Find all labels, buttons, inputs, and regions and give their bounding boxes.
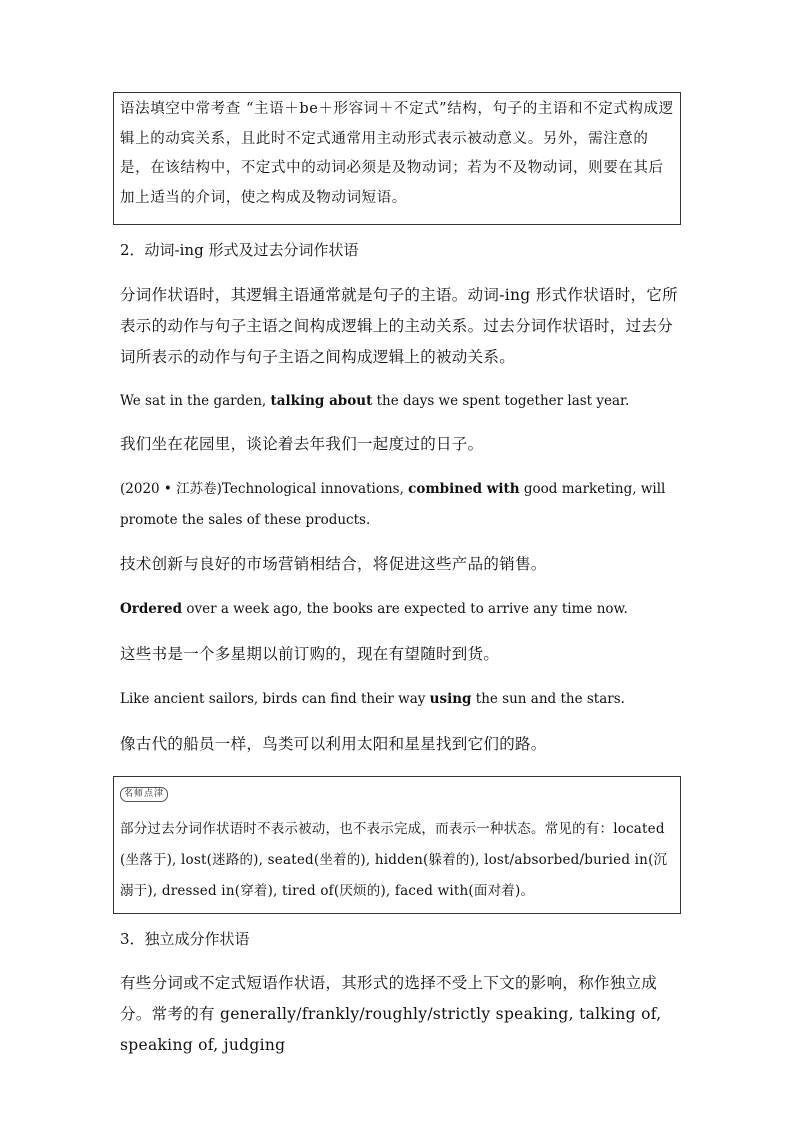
example-translation-2: 技术创新与良好的市场营销相结合，将促进这些产品的销售。 [120, 555, 547, 573]
section-paragraph-participle: 分词作状语时，其逻辑主语通常就是句子的主语。动词-ing 形式作状语时，它所表示的动作与句子主语之间构成逻辑上的主动关系。过去分词作状语时，过去分词所表示的动作与句子主语之间构成逻辑上的被动关系。 [120, 286, 678, 366]
example-translation-3: 这些书是一个多星期以前订购的，现在有望随时到货。 [120, 645, 500, 663]
example-sentence-3: Ordered over a week ago, the books are expected to arrive any time now. [120, 601, 628, 617]
grammar-note-text: 语法填空中常考查 “主语＋be＋形容词＋不定式”结构，句子的主语和不定式构成逻辑上的动宾关系，且此时不定式通常用主动形式表示被动意义。另外，需注意的是，在该结构中，不定式中的动词必须是及物动词；若为不及物动词，则要在其后加上适当的介词，使之构成及物动词短语。 [120, 101, 674, 206]
grammar-note-box [113, 92, 681, 225]
teacher-tip-text: 部分过去分词作状语时不表示被动，也不表示完成，而表示一种状态。常见的有：located (坐落于), lost(迷路的), seated(坐着的), hidden(躲着的), lost/absorbed/buried in(沉溺于), dressed in(穿着), tired of(厌烦的), faced with(面对着)。 [120, 821, 668, 899]
example-sentence-1: We sat in the garden, talking about the days we spent together last year. [120, 393, 630, 409]
example-translation-4: 像古代的船员一样，鸟类可以利用太阳和星星找到它们的路。 [120, 735, 547, 753]
teacher-tip-badge: 名师点津 [120, 787, 168, 802]
example-sentence-2: (2020 • 江苏卷)Technological innovations, combined with good marketing, will promote the sales of these products. [120, 481, 666, 528]
example-2-highlight: combined with [408, 481, 520, 497]
example-4-highlight: using [429, 691, 472, 707]
example-1-highlight: talking about [270, 393, 373, 409]
example-translation-1: 我们坐在花园里，谈论着去年我们一起度过的日子。 [120, 435, 484, 453]
section-heading-independent-element: 3．独立成分作状语 [120, 930, 250, 948]
teacher-tip-box [113, 776, 681, 914]
section-heading-participle-adverbial: 2．动词-ing 形式及过去分词作状语 [120, 241, 359, 259]
example-sentence-4: Like ancient sailors, birds can find their way using the sun and the stars. [120, 691, 625, 707]
example-3-highlight: Ordered [120, 601, 183, 617]
section-paragraph-independent: 有些分词或不定式短语作状语，其形式的选择不受上下文的影响，称作独立成分。常考的有 generally/frankly/roughly/strictly speaking, talking of, speaking of, judging [120, 974, 662, 1054]
